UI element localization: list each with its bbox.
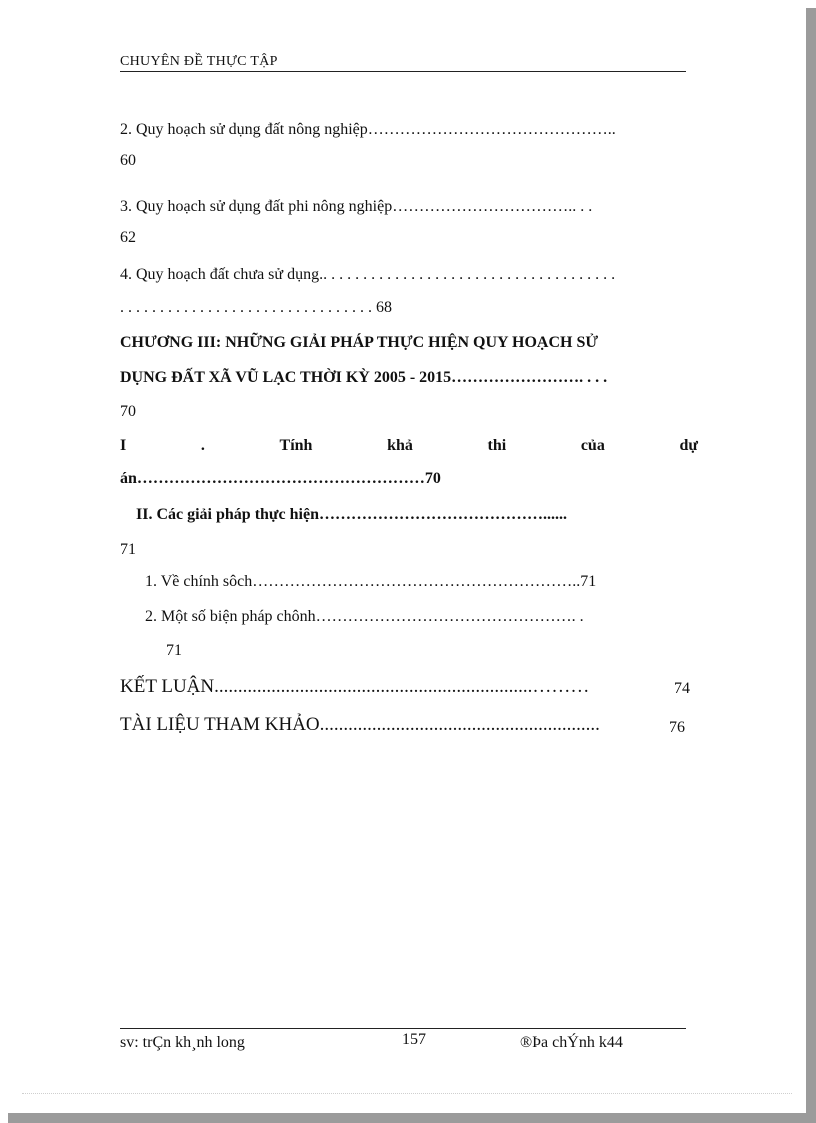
- toc-item-4-continued: . . . . . . . . . . . . . . . . . . . . . . . . . . . . . . . . 68: [120, 299, 392, 316]
- section-1-word: .: [200, 437, 205, 454]
- section-1-word: dự: [679, 437, 698, 454]
- subsection-2: 2. Một số biện pháp chônh…………………………………………. .: [145, 608, 584, 625]
- footer-page-number: 157: [402, 1031, 426, 1048]
- page-bottom-dotted-rule: [22, 1093, 792, 1094]
- page-shadow-right: [806, 8, 816, 1113]
- footer-rule: [120, 1028, 686, 1029]
- section-1-justified-line: [120, 436, 698, 456]
- subsection-2-page: 71: [166, 642, 182, 659]
- conclusion-page: 74: [674, 680, 690, 697]
- chapter-3-page: 70: [120, 403, 136, 420]
- chapter-3-title-line-1: CHƯƠNG III: NHỮNG GIẢI PHÁP THỰC HIỆN QUY HOẠCH SỬ: [120, 334, 599, 351]
- toc-item-3-page: 62: [120, 229, 136, 246]
- references-entry: TÀI LIỆU THAM KHẢO...........................................................: [120, 714, 600, 735]
- section-2: II. Các giải pháp thực hiện……………………………………......: [136, 506, 567, 523]
- section-1-word: I: [120, 437, 127, 454]
- section-1-word: khả: [387, 437, 413, 454]
- footer-author: sv: trÇn kh¸nh long: [120, 1034, 245, 1051]
- conclusion-entry: KẾT LUẬN...................................................................………: [120, 676, 590, 697]
- page-shadow-bottom: [8, 1113, 816, 1123]
- section-1-word: của: [580, 437, 605, 454]
- section-2-page: 71: [120, 541, 136, 558]
- subsection-1: 1. Về chính sôch……………………………………………………..71: [145, 573, 597, 590]
- section-1-word: Tính: [279, 437, 313, 454]
- footer-department: ®Þa chÝnh k44: [520, 1034, 623, 1051]
- section-1-continued: án………………………………………………70: [120, 470, 441, 487]
- page-header-title: CHUYÊN ĐỀ THỰC TẬP: [120, 54, 278, 69]
- toc-item-4: 4. Quy hoạch đất chưa sử dụng.. . . . . . . . . . . . . . . . . . . . . . . . . . . . . . . . . . . . .: [120, 266, 616, 283]
- section-1-word: thi: [487, 437, 507, 454]
- references-page: 76: [669, 719, 685, 736]
- toc-item-3: 3. Quy hoạch sử dụng đất phi nông nghiệp…………………………….. . .: [120, 198, 593, 215]
- header-rule: [120, 71, 686, 72]
- chapter-3-title-line-2: DỤNG ĐẤT XÃ VŨ LẠC THỜI KỲ 2005 - 2015……………………. . . .: [120, 369, 608, 386]
- toc-item-2: 2. Quy hoạch sử dụng đất nông nghiệp………………………………………..: [120, 121, 616, 138]
- toc-item-2-page: 60: [120, 152, 136, 169]
